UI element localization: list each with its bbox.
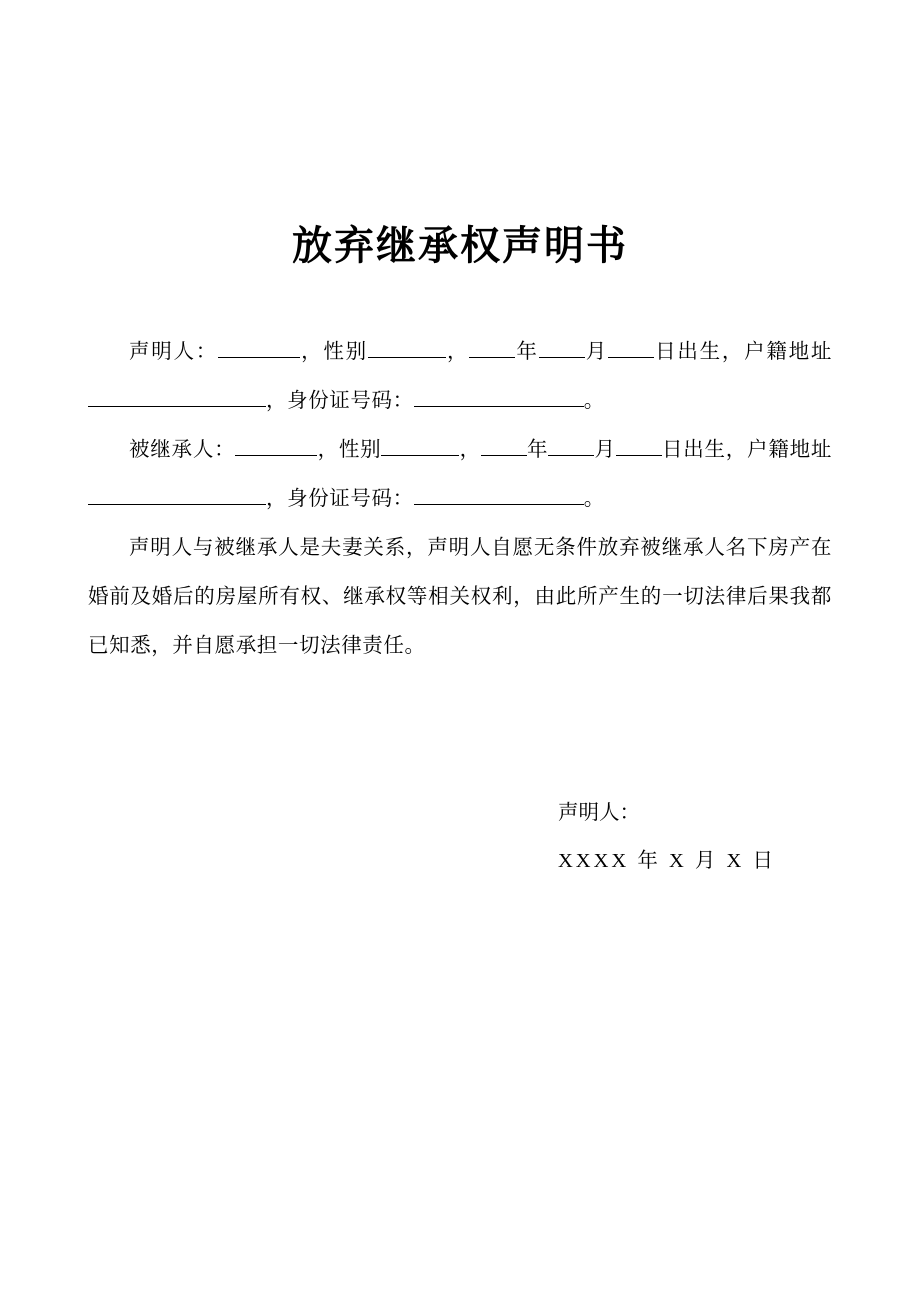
decedent-birth-day-blank[interactable] [616, 435, 662, 457]
decedent-paragraph [88, 426, 832, 524]
declarant-month-unit: 月 [584, 341, 609, 363]
decedent-id-blank[interactable] [414, 484, 584, 506]
declarant-end-punct: 。 [583, 390, 605, 412]
declarant-sep1: ，性别 [299, 341, 368, 363]
decedent-birth-month-blank[interactable] [548, 435, 594, 457]
page-title: 放弃继承权声明书 [292, 222, 628, 269]
declarant-id-blank[interactable] [414, 386, 584, 408]
signature-label: 声明人： [558, 802, 640, 824]
decedent-address-blank[interactable] [88, 484, 266, 506]
signature-date: XXXX 年 X 月 X 日 [558, 850, 776, 872]
decedent-day-unit: 日出生， [661, 439, 748, 461]
declarant-id-label: ，身份证号码： [266, 390, 414, 412]
document-body [88, 328, 832, 671]
declarant-address-blank[interactable] [88, 386, 266, 408]
decedent-label: 被继承人： [129, 439, 236, 461]
decedent-name-blank[interactable] [235, 435, 317, 457]
decedent-end-punct: 。 [583, 488, 605, 510]
decedent-sep2: ， [459, 439, 481, 461]
declarant-sep2: ， [445, 341, 470, 363]
decedent-sex-blank[interactable] [381, 435, 459, 457]
declarant-address-label: 户籍地址 [744, 341, 832, 363]
declarant-birth-day-blank[interactable] [608, 337, 654, 359]
decedent-sep1: ，性别 [317, 439, 382, 461]
declarant-name-blank[interactable] [218, 337, 300, 359]
decedent-year-unit: 年 [526, 439, 549, 461]
decedent-address-label: 户籍地址 [747, 439, 832, 461]
declarant-label: 声明人： [129, 341, 218, 363]
declarant-birth-month-blank[interactable] [539, 337, 585, 359]
declarant-sex-blank[interactable] [368, 337, 446, 359]
signature-block [88, 789, 832, 885]
declarant-day-unit: 日出生， [654, 341, 745, 363]
declarant-paragraph [88, 328, 832, 426]
statement-paragraph: 声明人与被继承人是夫妻关系，声明人自愿无条件放弃被继承人名下房产在婚前及婚后的房屋所有权、继承权等相关权利，由此所产生的一切法律后果我都已知悉，并自愿承担一切法律责任。 [88, 537, 832, 657]
decedent-id-label: ，身份证号码： [266, 488, 414, 510]
decedent-month-unit: 月 [594, 439, 616, 461]
declarant-year-unit: 年 [515, 341, 539, 363]
decedent-birth-year-blank[interactable] [481, 435, 527, 457]
declarant-birth-year-blank[interactable] [469, 337, 515, 359]
